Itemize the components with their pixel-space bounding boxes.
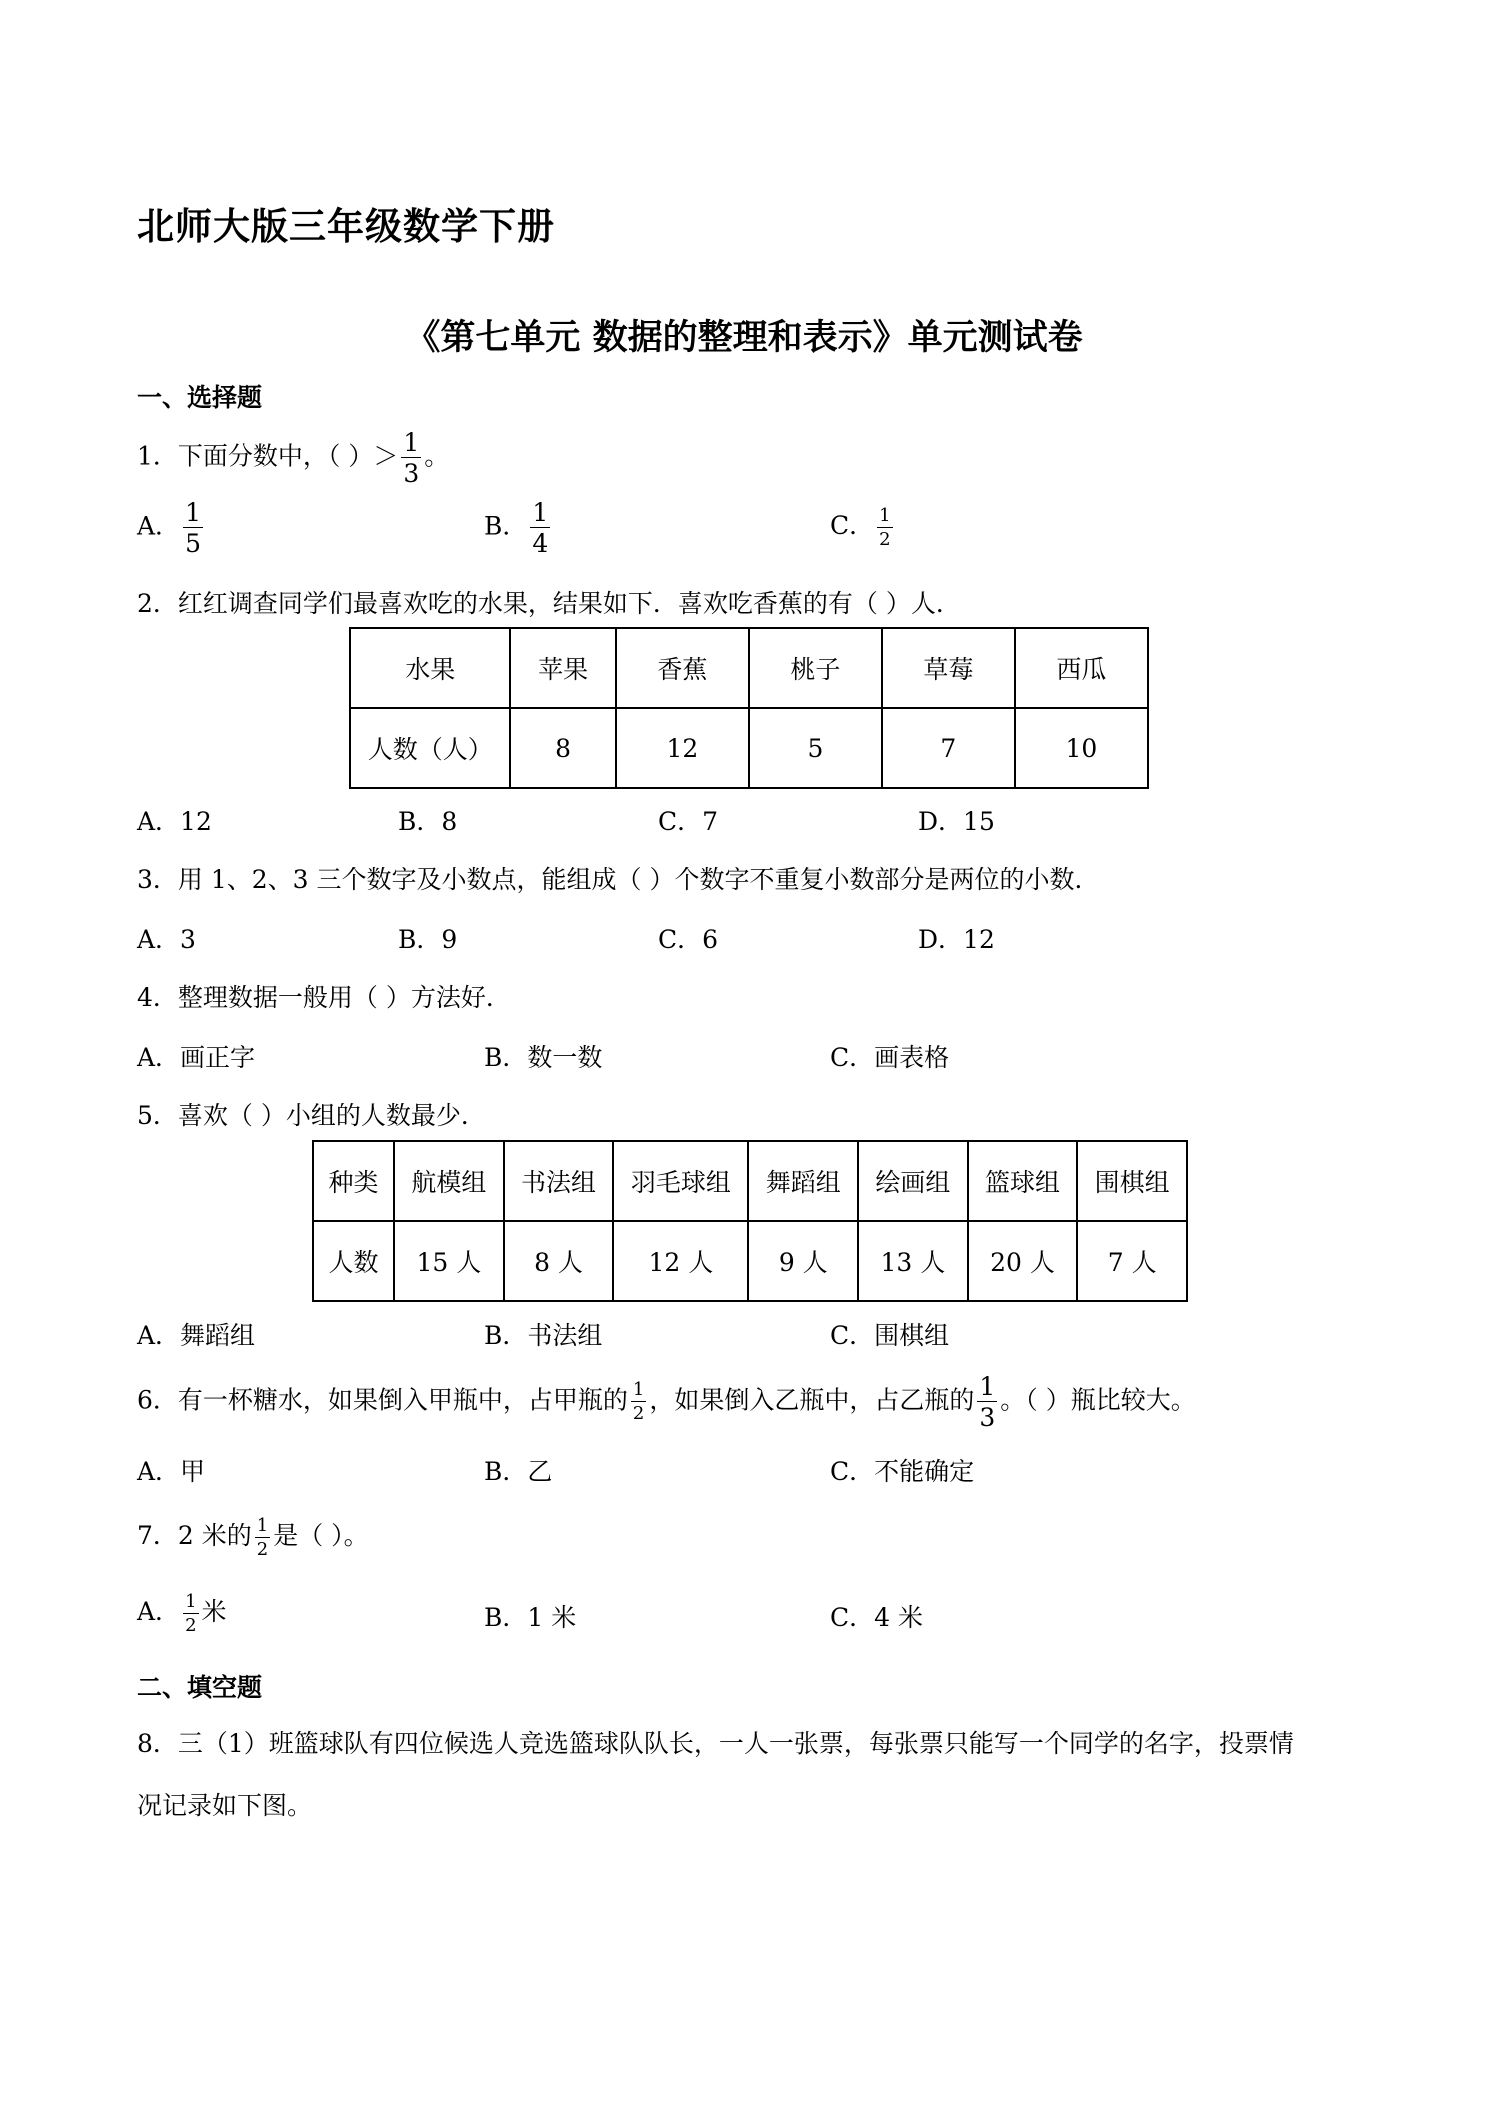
q6-option-a: A．甲 (137, 1457, 206, 1486)
q6-option-c: C．不能确定 (830, 1457, 975, 1486)
q3-option-d: D．12 (918, 925, 995, 954)
table-cell: 20 人 (968, 1221, 1078, 1301)
section-heading-fill: 二、填空题 (137, 1673, 263, 1702)
page-subtitle: 《第七单元 数据的整理和表示》单元测试卷 (405, 318, 1083, 358)
table-cell: 15 人 (394, 1221, 504, 1301)
table-cell: 草莓 (882, 628, 1015, 708)
table-cell: 香蕉 (616, 628, 749, 708)
table-cell: 种类 (313, 1141, 394, 1221)
table-cell: 13 人 (858, 1221, 968, 1301)
table-cell: 12 (616, 708, 749, 788)
q7-option-a: A． $\frac{1}{2}$ 米 (137, 1590, 227, 1636)
q3-option-a: A．3 (137, 925, 196, 954)
table-cell: 7 (882, 708, 1015, 788)
table-cell: 苹果 (510, 628, 615, 708)
question-5: 5．喜欢（ ）小组的人数最少． (137, 1101, 486, 1130)
table-cell: 8 人 (504, 1221, 614, 1301)
page-title: 北师大版三年级数学下册 (137, 205, 555, 248)
fraction: $\frac{1}{2}$ (632, 1379, 645, 1424)
fruit-table (349, 627, 1149, 789)
q4-option-b: B．数一数 (484, 1043, 603, 1072)
table-cell: 水果 (350, 628, 510, 708)
table-cell: 10 (1015, 708, 1148, 788)
table-cell: 人数 (313, 1221, 394, 1301)
table-cell: 8 (510, 708, 615, 788)
q2-option-c: C．7 (658, 807, 719, 836)
question-1: 1．下面分数中，（ ）＞ $\frac{1}{3}$ 。 (137, 428, 450, 488)
club-table (312, 1140, 1188, 1302)
question-7: 7．2 米的 $\frac{1}{2}$ 是（ ）。 (137, 1514, 369, 1560)
question-6: 6．有一杯糖水，如果倒入甲瓶中，占甲瓶的 $\frac{1}{2}$ ，如果倒入乙瓶中，占乙瓶的 $\frac{1}{3}$ 。（ ）瓶比较大。 (137, 1372, 1196, 1432)
question-1-text: 1．下面分数中，（ ）＞ (137, 441, 399, 471)
table-cell: 7 人 (1077, 1221, 1187, 1301)
question-8-line-2: 况记录如下图。 (137, 1791, 313, 1820)
q5-option-b: B．书法组 (484, 1321, 603, 1350)
table-cell: 羽毛球组 (613, 1141, 748, 1221)
q1-option-b: B． $\frac{1}{4}$ (484, 498, 549, 558)
q2-option-b: B．8 (398, 807, 458, 836)
section-heading-choice: 一、选择题 (137, 383, 263, 412)
table-cell: 围棋组 (1077, 1141, 1187, 1221)
table-cell: 12 人 (613, 1221, 748, 1301)
q5-option-c: C．围棋组 (830, 1321, 950, 1350)
question-1-fraction: $\frac{1}{3}$ (403, 428, 420, 488)
q3-option-b: B．9 (398, 925, 458, 954)
question-8-line-1: 8．三（1）班篮球队有四位候选人竞选篮球队队长，一人一张票，每张票只能写一个同学的名字，投票情 (137, 1729, 1294, 1758)
question-4: 4．整理数据一般用（ ）方法好． (137, 983, 511, 1012)
q2-option-d: D．15 (918, 807, 995, 836)
question-3: 3．用 1、2、3 三个数字及小数点，能组成（ ）个数字不重复小数部分是两位的小数． (137, 865, 1100, 894)
q3-option-c: C．6 (658, 925, 719, 954)
table-cell: 西瓜 (1015, 628, 1148, 708)
q7-option-b: B．1 米 (484, 1603, 577, 1632)
q1-option-c: C． $\frac{1}{2}$ (830, 504, 891, 550)
table-cell: 篮球组 (968, 1141, 1078, 1221)
q2-option-a: A．12 (137, 807, 212, 836)
table-cell: 舞蹈组 (748, 1141, 858, 1221)
table-cell: 桃子 (749, 628, 882, 708)
q6-option-b: B．乙 (484, 1457, 553, 1486)
table-cell: 绘画组 (858, 1141, 968, 1221)
table-cell: 书法组 (504, 1141, 614, 1221)
table-cell: 5 (749, 708, 882, 788)
fraction: $\frac{1}{2}$ (256, 1514, 269, 1560)
q7-option-c: C．4 米 (830, 1603, 923, 1632)
fraction: $\frac{1}{3}$ (979, 1372, 996, 1432)
q5-option-a: A．舞蹈组 (137, 1321, 256, 1350)
q1-option-a: A． $\frac{1}{5}$ (137, 498, 201, 558)
q4-option-c: C．画表格 (830, 1043, 950, 1072)
table-cell: 人数（人） (350, 708, 510, 788)
table-cell: 航模组 (394, 1141, 504, 1221)
q4-option-a: A．画正字 (137, 1043, 256, 1072)
question-2: 2．红红调查同学们最喜欢吃的水果，结果如下．喜欢吃香蕉的有（ ）人． (137, 589, 961, 618)
table-cell: 9 人 (748, 1221, 858, 1301)
